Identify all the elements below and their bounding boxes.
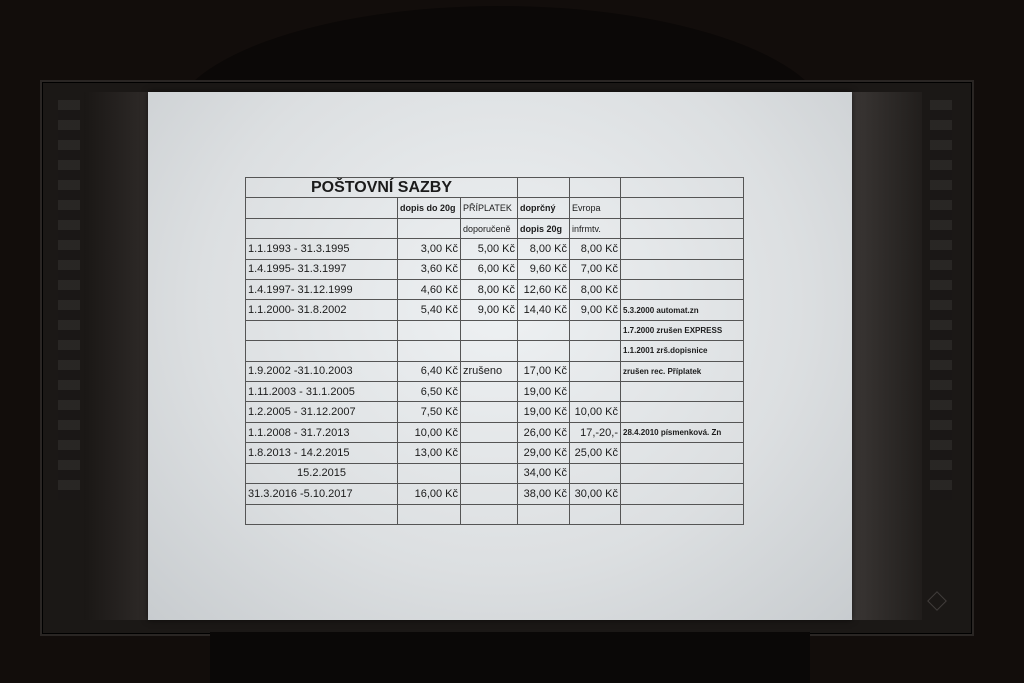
rate-cell [398, 341, 461, 361]
rate-cell: 9,60 Kč [518, 259, 570, 279]
rate-cell: 30,00 Kč [570, 484, 621, 504]
rate-cell [518, 320, 570, 340]
period-cell: 15.2.2015 [246, 463, 398, 483]
period-cell: 1.1.1993 - 31.3.1995 [246, 239, 398, 259]
header-cell: PŘÍPLATEK [461, 198, 518, 218]
rate-cell: 3,00 Kč [398, 239, 461, 259]
period-cell: 1.2.2005 - 31.12.2007 [246, 402, 398, 422]
table-title: POŠTOVNÍ SAZBY [246, 178, 518, 198]
rate-cell [461, 320, 518, 340]
rate-cell: 6,40 Kč [398, 361, 461, 381]
period-cell: 1.1.2008 - 31.7.2013 [246, 422, 398, 442]
note-cell [621, 504, 744, 524]
rate-cell: 8,00 Kč [570, 280, 621, 300]
rate-cell: 3,60 Kč [398, 259, 461, 279]
board-stand [210, 632, 810, 683]
period-cell [246, 320, 398, 340]
rate-cell [570, 361, 621, 381]
rate-cell: 7,50 Kč [398, 402, 461, 422]
header-cell [246, 198, 398, 218]
note-cell [621, 280, 744, 300]
table-body [246, 239, 744, 525]
rate-cell: 25,00 Kč [570, 443, 621, 463]
rate-cell: 10,00 Kč [570, 402, 621, 422]
note-cell [621, 382, 744, 402]
header-row [246, 218, 744, 238]
header-cell [621, 198, 744, 218]
header-cell [398, 218, 461, 238]
header-cell: infrmtv. [570, 218, 621, 238]
board-surface-right [852, 92, 922, 620]
rate-cell [518, 341, 570, 361]
rate-cell [461, 382, 518, 402]
title-row [246, 178, 744, 198]
rate-cell: 34,00 Kč [518, 463, 570, 483]
rate-cell [461, 463, 518, 483]
rate-cell: 9,00 Kč [461, 300, 518, 320]
rate-cell: 5,40 Kč [398, 300, 461, 320]
period-cell: 1.8.2013 - 14.2.2015 [246, 443, 398, 463]
rate-cell: 26,00 Kč [518, 422, 570, 442]
header-cell: doporučeně [461, 218, 518, 238]
rate-cell [570, 320, 621, 340]
rate-cell [570, 382, 621, 402]
period-cell [246, 341, 398, 361]
rate-cell [398, 463, 461, 483]
rate-cell: 19,00 Kč [518, 382, 570, 402]
rate-cell [518, 504, 570, 524]
table-row [246, 320, 744, 340]
rate-cell: 16,00 Kč [398, 484, 461, 504]
board-tool-strip-right [930, 100, 952, 500]
period-cell: 1.4.1997- 31.12.1999 [246, 280, 398, 300]
note-cell: 28.4.2010 písmenková. Zn [621, 422, 744, 442]
note-cell: 1.7.2000 zrušen EXPRESS [621, 320, 744, 340]
table-row [246, 361, 744, 381]
rate-cell [570, 463, 621, 483]
rate-cell: 7,00 Kč [570, 259, 621, 279]
table-row [246, 259, 744, 279]
rate-cell: 38,00 Kč [518, 484, 570, 504]
note-cell [621, 443, 744, 463]
header-cell: Evropa [570, 198, 621, 218]
rate-cell: 6,50 Kč [398, 382, 461, 402]
rate-cell: 14,40 Kč [518, 300, 570, 320]
header-row [246, 198, 744, 218]
rate-cell [398, 504, 461, 524]
rate-cell [461, 484, 518, 504]
note-cell [621, 402, 744, 422]
period-cell: 1.4.1995- 31.3.1997 [246, 259, 398, 279]
period-cell: 31.3.2016 -5.10.2017 [246, 484, 398, 504]
rate-cell: 4,60 Kč [398, 280, 461, 300]
rate-cell: 8,00 Kč [461, 280, 518, 300]
rate-cell: 17,00 Kč [518, 361, 570, 381]
rate-cell: 10,00 Kč [398, 422, 461, 442]
period-cell [246, 504, 398, 524]
rate-cell: 6,00 Kč [461, 259, 518, 279]
header-cell: doprčný [518, 198, 570, 218]
rate-cell [398, 320, 461, 340]
header-cell [246, 218, 398, 238]
table-row [246, 300, 744, 320]
rate-cell: 19,00 Kč [518, 402, 570, 422]
note-cell: zrušen rec. Příplatek [621, 361, 744, 381]
table-row [246, 402, 744, 422]
note-cell [621, 484, 744, 504]
rate-cell [461, 422, 518, 442]
rate-cell [461, 443, 518, 463]
rate-cell [570, 341, 621, 361]
rate-cell: 8,00 Kč [518, 239, 570, 259]
rate-cell: 8,00 Kč [570, 239, 621, 259]
period-cell: 1.9.2002 -31.10.2003 [246, 361, 398, 381]
rate-cell: 5,00 Kč [461, 239, 518, 259]
table-row [246, 280, 744, 300]
table-row [246, 239, 744, 259]
note-cell: 1.1.2001 zrš.dopisnice [621, 341, 744, 361]
rate-cell: zrušeno [461, 361, 518, 381]
note-cell: 5.3.2000 automat.zn [621, 300, 744, 320]
rate-cell [461, 504, 518, 524]
table-row [246, 443, 744, 463]
note-cell [621, 239, 744, 259]
rate-cell: 29,00 Kč [518, 443, 570, 463]
rate-cell [461, 341, 518, 361]
header-cell: dopis 20g [518, 218, 570, 238]
rate-cell [570, 504, 621, 524]
table-row [246, 341, 744, 361]
period-cell: 1.11.2003 - 31.1.2005 [246, 382, 398, 402]
table-row [246, 484, 744, 504]
table-row [246, 382, 744, 402]
table-row [246, 463, 744, 483]
table-row [246, 504, 744, 524]
board-tool-strip-left [58, 100, 80, 500]
note-cell [621, 463, 744, 483]
rate-cell: 9,00 Kč [570, 300, 621, 320]
rate-cell: 17,-20,- [570, 422, 621, 442]
header-cell: dopis do 20g [398, 198, 461, 218]
note-cell [621, 259, 744, 279]
period-cell: 1.1.2000- 31.8.2002 [246, 300, 398, 320]
postal-rates-table [245, 177, 744, 525]
rate-cell [461, 402, 518, 422]
table-row [246, 422, 744, 442]
board-surface-left [84, 92, 148, 620]
rate-cell: 12,60 Kč [518, 280, 570, 300]
rate-cell: 13,00 Kč [398, 443, 461, 463]
header-cell [621, 218, 744, 238]
